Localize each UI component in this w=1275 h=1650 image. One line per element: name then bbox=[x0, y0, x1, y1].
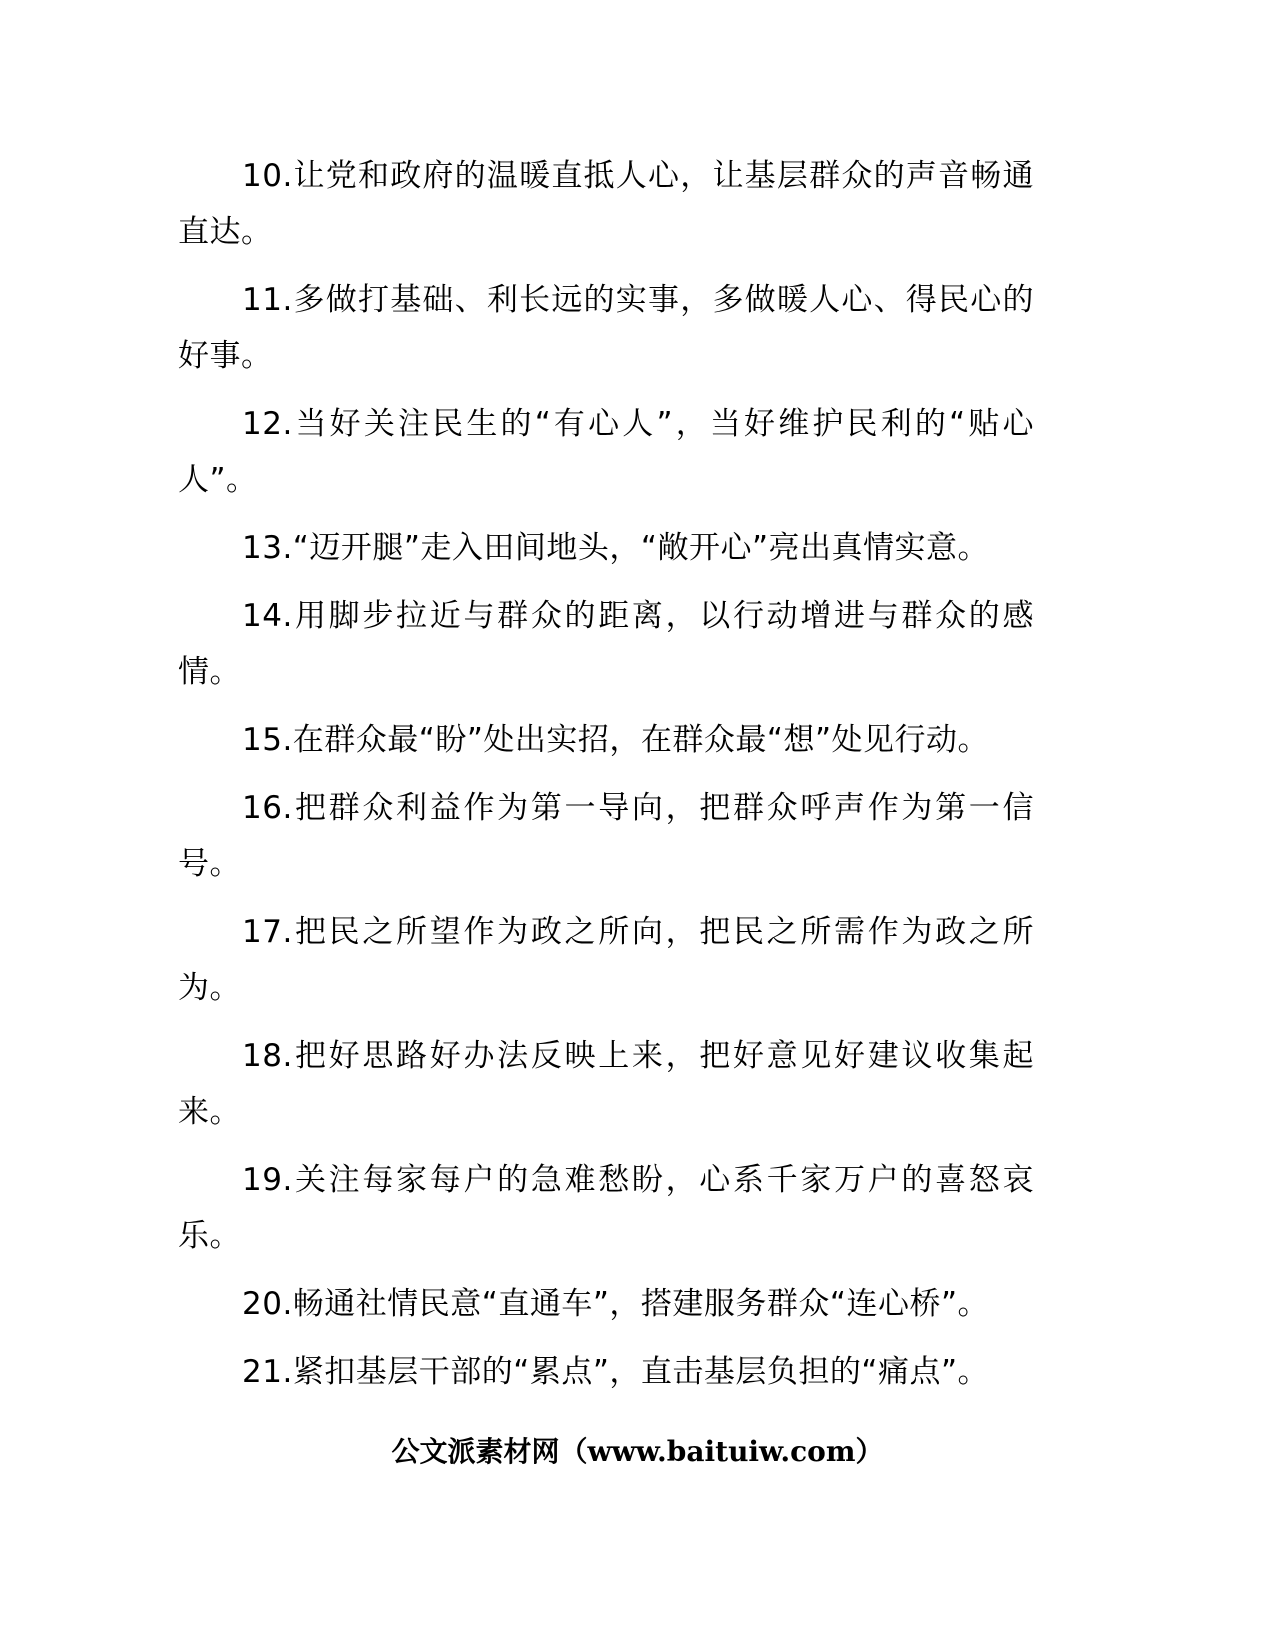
paragraph-12: 12.当好关注民生的“有心人”，当好维护民利的“贴心人”。 bbox=[178, 406, 1034, 498]
paragraph-21: 21.紧扣基层干部的“累点”，直击基层负担的“痛点”。 bbox=[242, 1354, 990, 1390]
paragraph-17: 17.把民之所望作为政之所向，把民之所需作为政之所为。 bbox=[178, 914, 1034, 1006]
paragraph-13: 13.“迈开腿”走入田间地头，“敞开心”亮出真情实意。 bbox=[242, 530, 990, 566]
paragraph-10: 10.让党和政府的温暖直抵人心，让基层群众的声音畅通直达。 bbox=[178, 158, 1034, 250]
paragraph-14: 14.用脚步拉近与群众的距离，以行动增进与群众的感情。 bbox=[178, 598, 1034, 690]
paragraph-20: 20.畅通社情民意“直通车”，搭建服务群众“连心桥”。 bbox=[242, 1286, 990, 1322]
paragraph-16: 16.把群众利益作为第一导向，把群众呼声作为第一信号。 bbox=[178, 790, 1034, 882]
paragraph-19: 19.关注每家每户的急难愁盼，心系千家万户的喜怒哀乐。 bbox=[178, 1162, 1034, 1254]
document-body bbox=[178, 148, 1034, 1412]
paragraph-11: 11.多做打基础、利长远的实事，多做暖人心、得民心的好事。 bbox=[178, 282, 1034, 374]
paragraph-15: 15.在群众最“盼”处出实招，在群众最“想”处见行动。 bbox=[242, 722, 990, 758]
page-footer: 公文派素材网（www.baituiw.com） bbox=[391, 1435, 884, 1468]
paragraph-18: 18.把好思路好办法反映上来，把好意见好建议收集起来。 bbox=[178, 1038, 1034, 1130]
